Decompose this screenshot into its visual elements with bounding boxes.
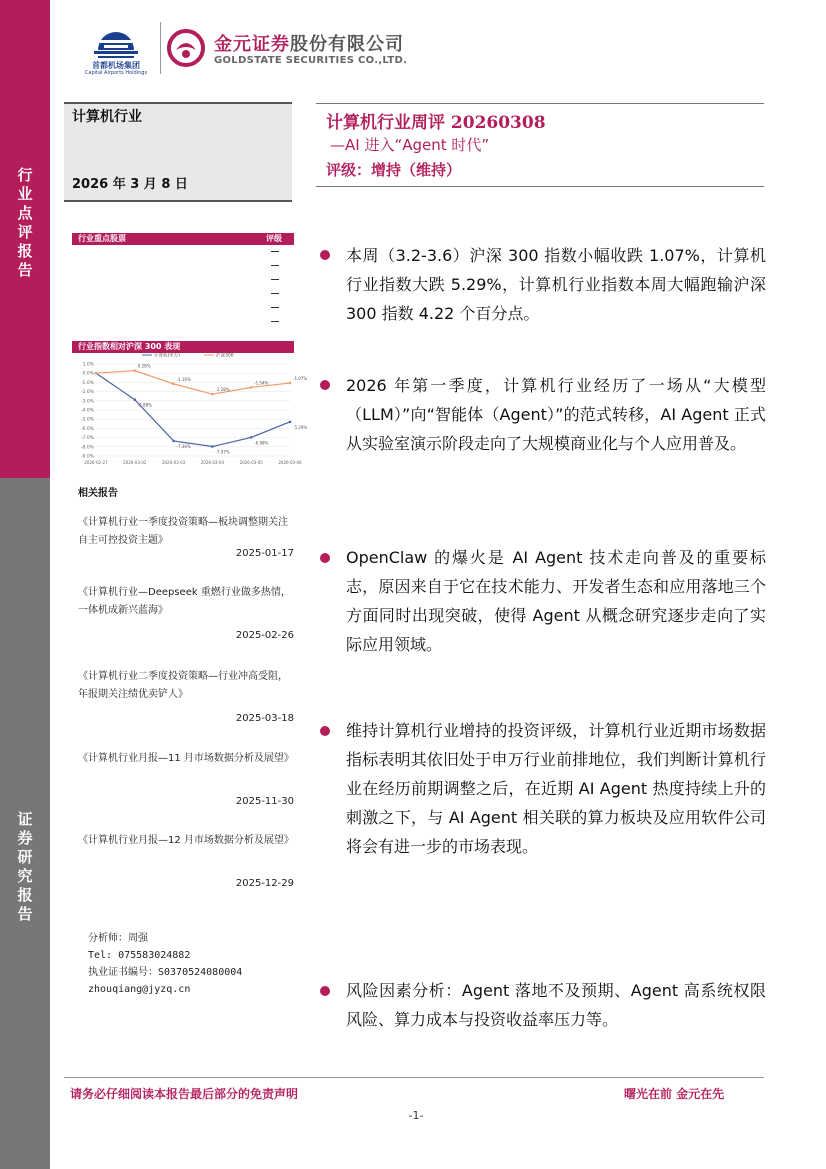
x-tick-label: 2026-03-05 xyxy=(239,460,263,465)
report-title: 计算机行业周评 20260308 xyxy=(326,113,546,133)
bullet-dot xyxy=(320,380,330,390)
body-point: OpenClaw 的爆火是 AI Agent 技术走向普及的重要标志，原因来自于它在技术能力、开发者生态和应用落地三个方面同时出现突破，使得 Agent 从概念研究逐步走向了实际应用领域。 xyxy=(346,548,766,654)
bullet-dot xyxy=(320,250,330,260)
report-date: 2026 年 3 月 8 日 xyxy=(72,177,188,192)
side-band-bottom-text: 证 券 研 究 报 告 xyxy=(17,810,33,923)
data-label: 0.28% xyxy=(137,363,151,369)
data-point xyxy=(250,386,253,389)
goldstate-logo xyxy=(166,28,206,68)
chart-title: 行业指数相对沪深 300 表现 xyxy=(72,341,294,353)
data-label: -1.54% xyxy=(254,380,269,386)
related-report-title: 《计算机行业二季度投资策略—行业冲高受阻，年报期关注绩优卖铲人》 xyxy=(78,671,288,700)
side-band-top xyxy=(0,0,50,478)
header-divider xyxy=(160,22,161,74)
legend-label: 沪深300 xyxy=(216,353,234,359)
y-tick-label: -4.0% xyxy=(80,408,94,414)
rating-row-dash xyxy=(271,307,279,308)
bullet-dot xyxy=(320,986,330,996)
y-tick-label: -3.0% xyxy=(80,399,94,405)
data-point xyxy=(211,393,214,396)
rating-row-dash xyxy=(271,293,279,294)
data-point xyxy=(289,421,292,424)
data-label: -2.88% xyxy=(137,402,152,408)
data-point xyxy=(172,440,175,443)
rating-table-col-stock: 行业重点股票 xyxy=(78,234,126,243)
page-number: -1- xyxy=(408,1109,424,1122)
y-tick-label: -8.0% xyxy=(80,445,94,451)
x-tick-label: 2026-03-03 xyxy=(161,460,186,465)
data-label: -5.29% xyxy=(293,424,308,430)
related-report-date: 2025-11-30 xyxy=(235,796,294,807)
data-label: -1.16% xyxy=(176,376,191,382)
y-tick-label: -6.0% xyxy=(80,426,94,432)
index-performance-chart xyxy=(72,350,308,470)
rating-row-dash xyxy=(271,321,279,322)
rating-row-dash xyxy=(271,265,279,266)
y-tick-label: 0.0% xyxy=(82,371,94,377)
y-tick-label: -2.0% xyxy=(80,390,94,396)
logo1-name: 首都机场集团 xyxy=(92,61,140,70)
data-point xyxy=(95,372,98,375)
related-report-date: 2025-03-18 xyxy=(235,713,294,724)
body-point: 风险因素分析：Agent 落地不及预期、Agent 高系统权限风险、算力成本与投资收益率压力等。 xyxy=(346,981,766,1029)
side-band-bottom xyxy=(0,478,50,1169)
x-tick-label: 2026-02-27 xyxy=(84,460,108,465)
report-rating: 评级：增持（维持） xyxy=(326,161,462,179)
legend-label: 计算机(申万) xyxy=(154,353,181,359)
title-top-rule xyxy=(316,103,764,104)
x-tick-label: 2026-03-02 xyxy=(123,460,147,465)
related-report-title: 《计算机行业月报—12 月市场数据分析及展望》 xyxy=(78,835,294,846)
data-point xyxy=(172,383,175,386)
y-tick-label: -7.0% xyxy=(80,436,94,442)
x-tick-label: 2026-03-04 xyxy=(200,460,225,465)
analyst-email[interactable]: zhouqiang@jyzq.cn xyxy=(88,984,191,995)
body-point: 2026 年第一季度，计算机行业经历了一场从“大模型（LLM）”向“智能体（Agent）”的范式转移，AI Agent 正式从实验室演示阶段走向了大规模商业化与个人应用普及。 xyxy=(346,376,766,453)
footer-disclaimer: 请务必仔细阅读本报告最后部分的免责声明 xyxy=(70,1087,299,1101)
x-tick-label: 2026-03-06 xyxy=(278,460,302,465)
related-report-date: 2025-02-26 xyxy=(235,630,294,641)
rating-table-header xyxy=(72,233,294,245)
goldstate-cn-name: 金元证券股份有限公司 xyxy=(214,34,404,55)
title-bottom-rule xyxy=(316,186,764,187)
related-reports-title: 相关报告 xyxy=(78,488,118,499)
bullet-dot xyxy=(320,553,330,563)
data-point xyxy=(250,436,253,439)
data-point xyxy=(134,369,137,372)
footer-slogan: 曙光在前 金元在先 xyxy=(624,1087,725,1101)
footer-rule xyxy=(64,1077,764,1078)
data-point xyxy=(211,445,214,448)
side-band-top-text: 行 业 点 评 报 告 xyxy=(17,166,33,279)
data-point xyxy=(289,382,292,385)
related-report-title: 《计算机行业—Deepseek 重燃行业做多热情，一体机成新兴蓝海》 xyxy=(78,587,291,616)
rating-row-dash xyxy=(271,279,279,280)
body-point: 维持计算机行业增持的投资评级，计算机行业近期市场数据指标表明其依旧处于申万行业前排地位，我们判断计算机行业在经历前期调整之后，在近期 AI Agent 热度持续上升的刺激之下，与 AI Agent 相关联的算力板块及应用软件公司将会有进一步的市场表现。 xyxy=(346,721,766,856)
body-point: 本周（3.2-3.6）沪深 300 指数小幅收跌 1.07%，计算机行业指数大跌 5.29%，计算机行业指数本周大幅跑输沪深 300 指数 4.22 个百分点。 xyxy=(346,246,766,323)
related-report-date: 2025-01-17 xyxy=(235,548,294,559)
related-report-title: 《计算机行业一季度投资策略—板块调整期关注自主可控投资主题》 xyxy=(78,517,288,546)
data-label: -7.97% xyxy=(215,449,230,455)
data-label: -1.07% xyxy=(293,376,308,382)
analyst-tel: Tel: 07558302488​2 xyxy=(88,950,191,961)
industry-name: 计算机行业 xyxy=(72,109,142,125)
y-tick-label: -9.0% xyxy=(80,454,94,460)
related-report-title: 《计算机行业月报—11 月市场数据分析及展望》 xyxy=(78,753,294,764)
analyst-cert: 执业证书编号：S0370524080004 xyxy=(88,967,243,978)
related-report-date: 2025-12-29 xyxy=(235,878,294,889)
data-label: -2.28% xyxy=(215,387,230,393)
logo1-subtitle: Capital Airports Holdings xyxy=(84,70,148,76)
rating-row-dash xyxy=(271,251,279,252)
data-label: -6.98% xyxy=(254,440,269,446)
bullet-dot xyxy=(320,726,330,736)
data-label: -7.36% xyxy=(176,443,191,449)
data-point xyxy=(134,398,137,401)
report-subtitle: —AI 进入“Agent 时代” xyxy=(330,136,490,154)
y-tick-label: 1.0% xyxy=(82,362,94,368)
rating-table-col-rating: 评级 xyxy=(266,234,282,243)
goldstate-en-name: GOLDSTATE SECURITIES CO.,LTD. xyxy=(214,55,408,66)
y-tick-label: -1.0% xyxy=(80,380,94,386)
analyst-name: 分析师：周强 xyxy=(88,933,148,944)
analyst-info xyxy=(88,930,242,998)
y-tick-label: -5.0% xyxy=(80,417,94,423)
